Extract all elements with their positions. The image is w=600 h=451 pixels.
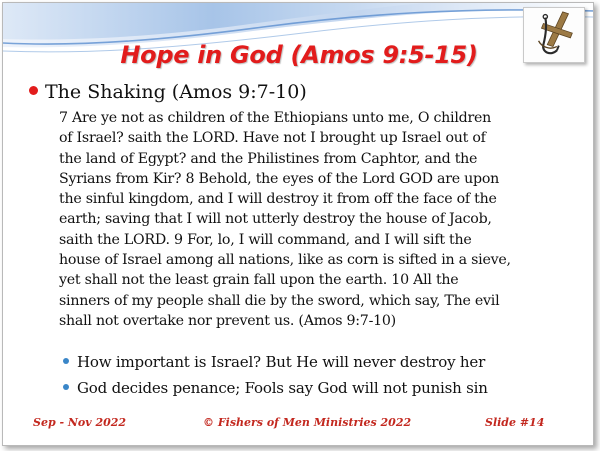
main-bullet — [29, 81, 307, 103]
sub-bullet — [63, 353, 485, 371]
passage-line: saith the LORD. 9 For, lo, I will command, and I will sift the — [59, 231, 472, 248]
passage-line: sinners of my people shall die by the sword, which say, The evil — [59, 292, 500, 309]
footer-slide-number: Slide #14 — [485, 416, 545, 429]
passage-line: shall not overtake nor prevent us. (Amos 9:7-10) — [59, 312, 396, 329]
blue-bullet-icon — [63, 358, 69, 364]
main-bullet-text: The Shaking (Amos 9:7-10) — [45, 81, 307, 103]
passage-line: house of Israel among all nations, like as corn is sifted in a sieve, — [59, 252, 511, 269]
passage-line: the land of Egypt? and the Philistines from Caphtor, and the — [59, 150, 478, 167]
passage-line: 7 Are ye not as children of the Ethiopians unto me, O children — [59, 110, 492, 126]
sub-bullet-text: God decides penance; Fools say God will not punish sin — [77, 379, 488, 397]
sub-bullet — [63, 379, 488, 397]
passage-line: earth; saving that I will not utterly destroy the house of Jacob, — [59, 211, 492, 228]
blue-bullet-icon — [63, 384, 69, 390]
red-bullet-icon — [29, 86, 38, 95]
footer-copyright: © Fishers of Men Ministries 2022 — [203, 416, 412, 429]
passage-line: Syrians from Kir? 8 Behold, the eyes of the Lord GOD are upon — [59, 170, 500, 187]
sub-bullet-text: How important is Israel? But He will never destroy her — [77, 353, 486, 371]
passage-line: yet shall not the least grain fall upon the earth. 10 All the — [59, 272, 459, 289]
passage-line: the sinful kingdom, and I will destroy it from off the face of the — [59, 191, 497, 208]
scripture-passage — [59, 108, 587, 331]
slide — [2, 2, 594, 446]
slide-title: Hope in God (Amos 9:5-15) — [120, 41, 478, 69]
footer-date: Sep - Nov 2022 — [33, 416, 127, 429]
passage-line: of Israel? saith the LORD. Have not I brought up Israel out of — [59, 130, 486, 147]
